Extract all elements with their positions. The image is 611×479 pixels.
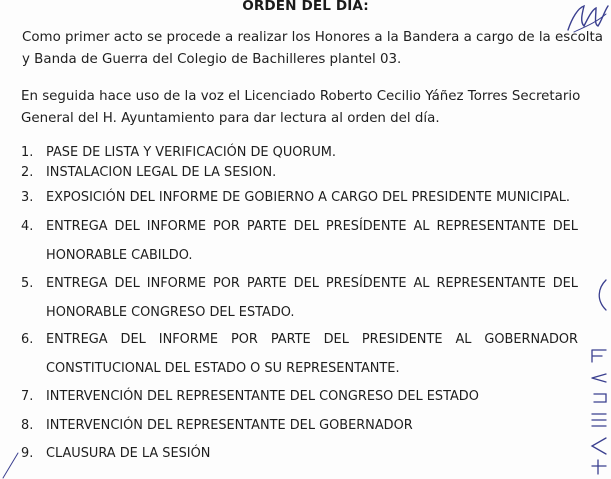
paragraph-line: y Banda de Guerra del Colegio de Bachilleres plantel 03. <box>22 52 402 67</box>
agenda-item-continuation: HONORABLE CONGRESO DEL ESTADO. <box>46 305 295 320</box>
agenda-item-number: 9. <box>21 446 34 461</box>
agenda-item-number: 5. <box>21 276 34 291</box>
page-title: ORDEN DEL DIA: <box>242 0 369 14</box>
handwritten-margin-note <box>580 270 611 479</box>
agenda-item-continuation: CONSTITUCIONAL DEL ESTADO O SU REPRESENTANTE. <box>46 361 400 376</box>
agenda-item-text: INTERVENCIÓN DEL REPRESENTANTE DEL GOBERNADOR <box>46 418 413 433</box>
handwritten-stroke <box>0 452 20 479</box>
agenda-item-number: 7. <box>21 389 34 404</box>
agenda-item-continuation: HONORABLE CABILDO. <box>46 248 193 263</box>
agenda-item-number: 4. <box>21 219 34 234</box>
agenda-item-text: PASE DE LISTA Y VERIFICACIÓN DE QUORUM. <box>46 145 337 160</box>
agenda-item-number: 6. <box>21 332 34 347</box>
opening-paragraph <box>22 27 603 71</box>
agenda-item-text: CLAUSURA DE LA SESIÓN <box>46 446 211 461</box>
agenda-item-number: 2. <box>21 165 34 180</box>
secretary-paragraph <box>21 86 580 130</box>
agenda-item-text: EXPOSICIÓN DEL INFORME DE GOBIERNO A CARGO DEL PRESIDENTE MUNICIPAL. <box>46 190 570 205</box>
agenda-item-number: 8. <box>21 418 34 433</box>
agenda-item-text: ENTREGA DEL INFORME POR PARTE DEL PRESIDENTE AL GOBERNADOR <box>46 332 578 347</box>
agenda-item-text: ENTREGA DEL INFORME POR PARTE DEL PRESÍDENTE AL REPRESENTANTE DEL <box>46 276 578 291</box>
agenda-item-text: INTERVENCIÓN DEL REPRESENTANTE DEL CONGRESO DEL ESTADO <box>46 389 479 404</box>
paragraph-line: En seguida hace uso de la voz el Licenciado Roberto Cecilio Yáñez Torres Secretario <box>21 89 581 104</box>
agenda-item-number: 3. <box>21 190 34 205</box>
paragraph-line: General del H. Ayuntamiento para dar lectura al orden del día. <box>21 111 440 126</box>
agenda-item-number: 1. <box>21 145 34 160</box>
agenda-item-text: ENTREGA DEL INFORME POR PARTE DEL PRESÍDENTE AL REPRESENTANTE DEL <box>46 219 578 234</box>
agenda-item-text: INSTALACION LEGAL DE LA SESION. <box>46 165 277 180</box>
paragraph-line: Como primer acto se procede a realizar los Honores a la Bandera a cargo de la escolta <box>22 30 603 45</box>
